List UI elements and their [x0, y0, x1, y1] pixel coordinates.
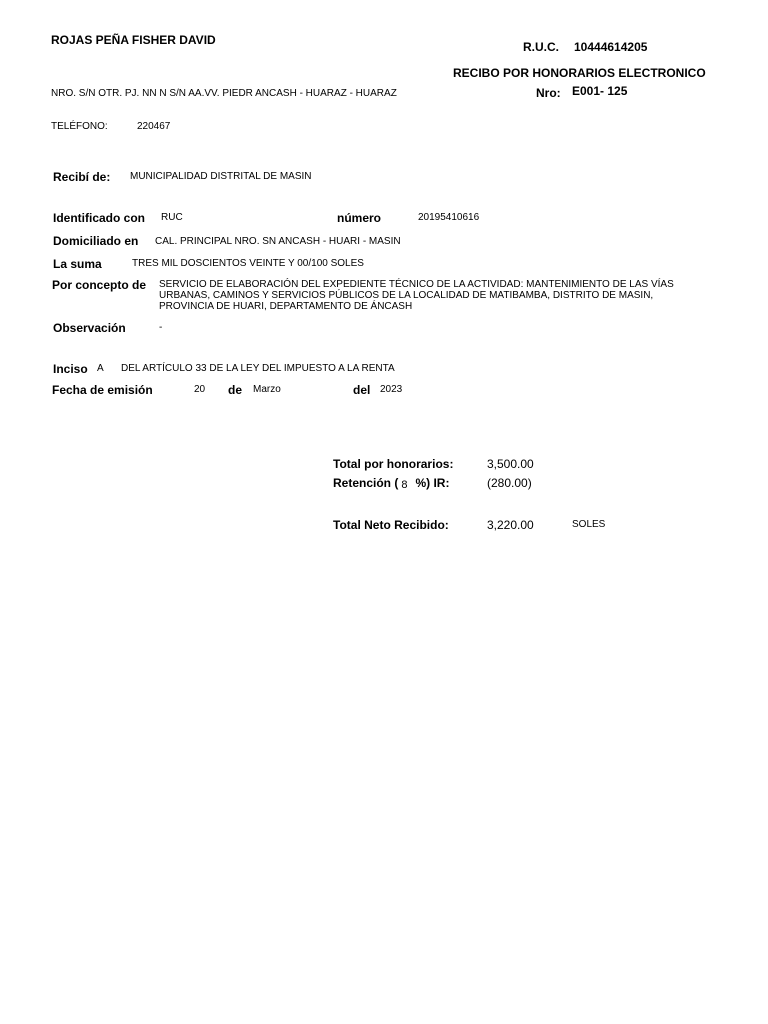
- concepto-line-3: PROVINCIA DE HUARI, DEPARTAMENTO DE ÁNCASH: [159, 301, 413, 312]
- inciso-value: A: [97, 363, 104, 374]
- observacion-label: Observación: [53, 321, 126, 335]
- inciso-label: Inciso: [53, 362, 88, 376]
- concepto-line-1: SERVICIO DE ELABORACIÓN DEL EXPEDIENTE TÉCNICO DE LA ACTIVIDAD: MANTENIMIENTO DE LAS VÍAS: [159, 279, 674, 290]
- domiciliado-value: CAL. PRINCIPAL NRO. SN ANCASH - HUARI - MASIN: [155, 236, 401, 247]
- fecha-day: 20: [194, 384, 206, 395]
- fecha-month: Marzo: [253, 384, 281, 395]
- receipt-number-label: Nro:: [536, 86, 561, 100]
- suma-value: TRES MIL DOSCIENTOS VEINTE Y 00/100 SOLES: [132, 258, 364, 269]
- issuer-name: ROJAS PEÑA FISHER DAVID: [51, 33, 216, 47]
- identificado-value: RUC: [161, 212, 183, 223]
- phone-value: 220467: [137, 121, 171, 132]
- concepto-label: Por concepto de: [52, 278, 147, 292]
- retencion-label-post: %) IR:: [415, 476, 450, 490]
- honorarios-value: 3,500.00: [487, 457, 534, 471]
- inciso-text: DEL ARTÍCULO 33 DE LA LEY DEL IMPUESTO A LA RENTA: [121, 363, 395, 374]
- recibi-label: Recibí de:: [53, 170, 111, 184]
- document-title: RECIBO POR HONORARIOS ELECTRONICO: [453, 66, 706, 80]
- retencion-value: (280.00): [487, 476, 532, 490]
- currency-label: SOLES: [572, 519, 606, 530]
- observacion-value: -: [159, 322, 163, 333]
- ruc-value: 10444614205: [574, 40, 648, 54]
- issuer-address: NRO. S/N OTR. PJ. NN N S/N AA.VV. PIEDR ANCASH - HUARAZ - HUARAZ: [51, 88, 397, 99]
- retencion-percent: 8: [401, 479, 408, 491]
- fecha-del-label: del: [353, 383, 371, 397]
- retencion-label: [333, 476, 449, 490]
- ruc-label: R.U.C.: [523, 40, 559, 54]
- suma-label: La suma: [53, 257, 102, 271]
- numero-label: número: [337, 211, 382, 225]
- phone-label: TELÉFONO:: [51, 121, 108, 132]
- receipt-number-value: E001- 125: [572, 84, 628, 98]
- concepto-line-2: URBANAS, CAMINOS Y SERVICIOS PÚBLICOS DE LA LOCALIDAD DE MATIBAMBA, DISTRITO DE MASIN,: [159, 290, 654, 301]
- recibi-value: MUNICIPALIDAD DISTRITAL DE MASIN: [130, 171, 312, 182]
- fecha-year: 2023: [380, 384, 403, 395]
- retencion-label-pre: Retención (: [333, 476, 399, 490]
- identificado-label: Identificado con: [53, 211, 146, 225]
- numero-value: 20195410616: [418, 212, 480, 223]
- neto-value: 3,220.00: [487, 518, 534, 532]
- neto-label: Total Neto Recibido:: [333, 518, 449, 532]
- fecha-de-label: de: [228, 383, 243, 397]
- honorarios-label: Total por honorarios:: [333, 457, 454, 471]
- fecha-label: Fecha de emisión: [52, 383, 153, 397]
- domiciliado-label: Domiciliado en: [53, 234, 139, 248]
